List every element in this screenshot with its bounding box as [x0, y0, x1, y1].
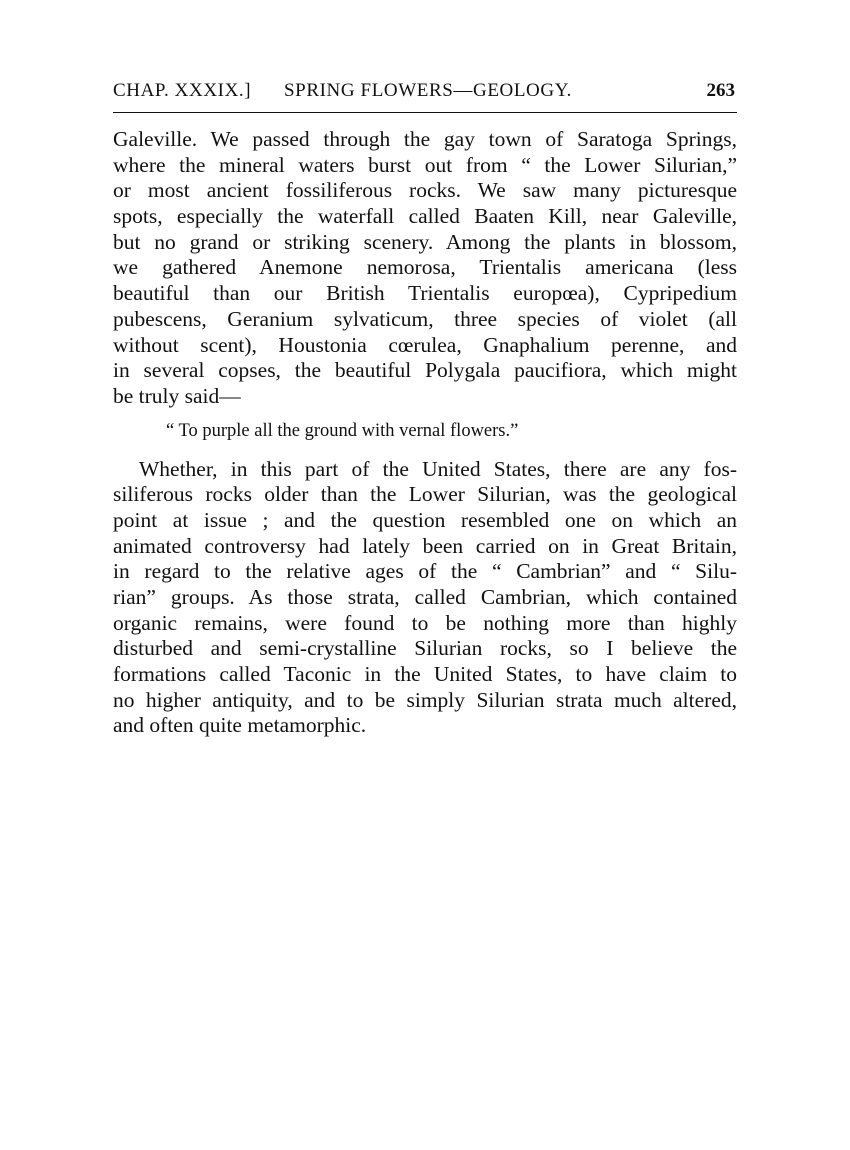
text-line: we gathered Anemone nemorosa, Trientalis americana (less: [113, 255, 737, 280]
running-title: SPRING FLOWERS—GEOLOGY.: [284, 80, 572, 101]
text-line: pubescens, Geranium sylvaticum, three species of violet (all: [113, 306, 737, 331]
text-line: without scent), Houstonia cœrulea, Gnaphalium perenne, and: [113, 332, 737, 357]
text-line: but no grand or striking scenery. Among the plants in blossom,: [113, 229, 737, 254]
text-line: where the mineral waters burst out from “ the Lower Silurian,”: [113, 152, 737, 177]
body-text: [113, 127, 737, 739]
text-line: animated controversy had lately been carried on in Great Britain,: [113, 533, 737, 558]
text-line: Whether, in this part of the United States, there are any fos-: [139, 456, 737, 481]
text-line: disturbed and semi-crystalline Silurian rocks, so I believe the: [113, 636, 737, 661]
text-line: no higher antiquity, and to be simply Silurian strata much altered,: [113, 687, 737, 712]
verse-quotation: “ To purple all the ground with vernal flowers.”: [166, 420, 519, 441]
text-line: siliferous rocks older than the Lower Silurian, was the geological: [113, 482, 737, 507]
text-line: rian” groups. As those strata, called Cambrian, which contained: [113, 585, 737, 609]
text-line: Galeville. We passed through the gay town of Saratoga Springs,: [113, 127, 737, 151]
header-rule: [113, 112, 737, 113]
text-line: in regard to the relative ages of the “ Cambrian” and “ Silu-: [113, 559, 737, 584]
text-line: in several copses, the beautiful Polygala paucifiora, which might: [113, 358, 737, 383]
paragraph-1: [113, 127, 737, 410]
text-line: beautiful than our British Trientalis europœa), Cypripedium: [113, 281, 737, 306]
text-line: be truly said—: [113, 383, 241, 408]
text-line: or most ancient fossiliferous rocks. We saw many picturesque: [113, 178, 737, 203]
text-line: spots, especially the waterfall called Baaten Kill, near Galeville,: [113, 204, 737, 229]
running-head: [113, 80, 737, 106]
text-line: and often quite metamorphic.: [113, 713, 367, 738]
text-line: formations called Taconic in the United States, to have claim to: [113, 662, 737, 687]
paragraph-2: [113, 457, 737, 740]
page-number: 263: [706, 80, 735, 101]
text-line: point at issue ; and the question resembled one on which an: [113, 507, 737, 532]
text-line: organic remains, were found to be nothing more than highly: [113, 610, 737, 635]
chapter-label: CHAP. XXXIX.]: [113, 80, 252, 101]
